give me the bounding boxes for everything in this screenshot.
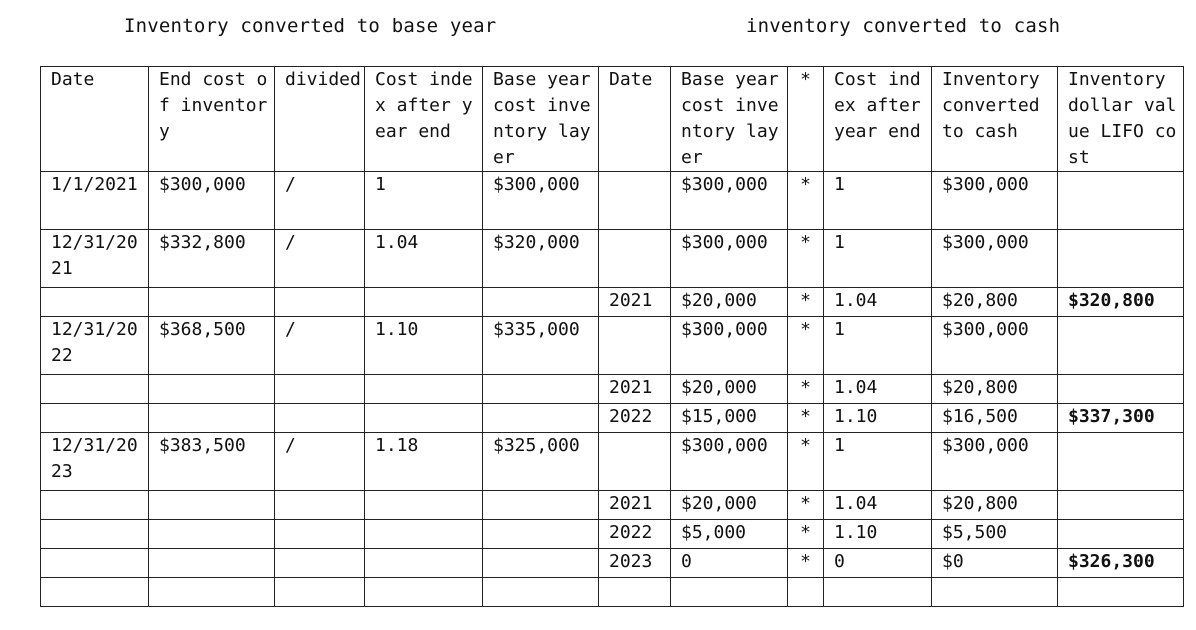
- cell-base-year-cost: [483, 578, 599, 607]
- header-converted-cash: Inventory converted to cash: [932, 67, 1058, 172]
- header-row: [41, 67, 1184, 172]
- cell-end-cost: [149, 520, 275, 549]
- cell-cost-index-cash: 0: [824, 549, 932, 578]
- cell-cost-index-cash: 1.04: [824, 491, 932, 520]
- header-base-year-cost: Base year cost inventory layer: [483, 67, 599, 172]
- cell-converted-cash: [932, 578, 1058, 607]
- cell-lifo-cost: [1058, 578, 1184, 607]
- cell-multiply: *: [788, 230, 824, 288]
- cell-end-cost: [149, 491, 275, 520]
- table-row: [41, 288, 1184, 317]
- cell-lifo-cost: [1058, 317, 1184, 375]
- cell-date: 1/1/2021: [41, 172, 149, 230]
- cell-end-cost: $300,000: [149, 172, 275, 230]
- cell-base-year-cost: [483, 404, 599, 433]
- cell-base-year-cost: $320,000: [483, 230, 599, 288]
- cell-divided: /: [275, 230, 365, 288]
- cell-multiply: *: [788, 172, 824, 230]
- table-row: [41, 172, 1184, 230]
- cell-converted-cash: $20,800: [932, 288, 1058, 317]
- cell-cost-index: [365, 549, 483, 578]
- cell-base-year-layer: $300,000: [671, 172, 788, 230]
- title-inventory-base-year: Inventory converted to base year: [124, 15, 497, 37]
- cell-base-year-cost: $300,000: [483, 172, 599, 230]
- cell-divided: [275, 288, 365, 317]
- cell-multiply: *: [788, 549, 824, 578]
- cell-cost-index: [365, 578, 483, 607]
- cell-multiply: *: [788, 491, 824, 520]
- cell-base-year-layer: $5,000: [671, 520, 788, 549]
- cell-converted-cash: $5,500: [932, 520, 1058, 549]
- cell-lifo-cost: [1058, 433, 1184, 491]
- cell-layer-date: [599, 172, 671, 230]
- cell-cost-index: 1: [365, 172, 483, 230]
- inventory-table: [40, 66, 1184, 607]
- cell-divided: [275, 549, 365, 578]
- header-cost-index-cash: Cost index after year end: [824, 67, 932, 172]
- table-row: [41, 549, 1184, 578]
- cell-base-year-cost: [483, 549, 599, 578]
- cell-layer-date: [599, 317, 671, 375]
- cell-multiply: *: [788, 317, 824, 375]
- cell-base-year-layer: 0: [671, 549, 788, 578]
- cell-base-year-cost: [483, 375, 599, 404]
- cell-layer-date: 2021: [599, 491, 671, 520]
- cell-base-year-cost: [483, 288, 599, 317]
- cell-lifo-cost: [1058, 375, 1184, 404]
- cell-base-year-layer: $300,000: [671, 317, 788, 375]
- cell-cost-index: 1.04: [365, 230, 483, 288]
- cell-base-year-layer: $20,000: [671, 288, 788, 317]
- cell-cost-index-cash: 1.04: [824, 288, 932, 317]
- cell-cost-index-cash: 1: [824, 172, 932, 230]
- cell-base-year-layer: $300,000: [671, 433, 788, 491]
- header-divided: divided: [275, 67, 365, 172]
- cell-layer-date: [599, 230, 671, 288]
- cell-cost-index-cash: 1: [824, 433, 932, 491]
- cell-date: [41, 520, 149, 549]
- cell-cost-index-cash: 1.04: [824, 375, 932, 404]
- cell-layer-date: [599, 433, 671, 491]
- header-multiply: *: [788, 67, 824, 172]
- cell-multiply: *: [788, 520, 824, 549]
- header-cost-index: Cost index after year end: [365, 67, 483, 172]
- cell-converted-cash: $300,000: [932, 317, 1058, 375]
- cell-layer-date: 2022: [599, 404, 671, 433]
- cell-converted-cash: $0: [932, 549, 1058, 578]
- cell-end-cost: $368,500: [149, 317, 275, 375]
- cell-divided: /: [275, 172, 365, 230]
- cell-cost-index-cash: 1: [824, 230, 932, 288]
- cell-cost-index: [365, 288, 483, 317]
- cell-end-cost: $383,500: [149, 433, 275, 491]
- cell-base-year-cost: $325,000: [483, 433, 599, 491]
- cell-lifo-cost: $326,300: [1058, 549, 1184, 578]
- cell-cost-index-cash: 1: [824, 317, 932, 375]
- cell-end-cost: [149, 288, 275, 317]
- header-date: Date: [41, 67, 149, 172]
- cell-lifo-cost: [1058, 491, 1184, 520]
- cell-multiply: *: [788, 375, 824, 404]
- table-row: [41, 578, 1184, 607]
- cell-cost-index-cash: 1.10: [824, 404, 932, 433]
- cell-multiply: *: [788, 288, 824, 317]
- table-row: [41, 491, 1184, 520]
- table-row: [41, 404, 1184, 433]
- cell-end-cost: [149, 578, 275, 607]
- cell-converted-cash: $300,000: [932, 433, 1058, 491]
- table-row: [41, 375, 1184, 404]
- cell-date: [41, 491, 149, 520]
- cell-divided: [275, 520, 365, 549]
- cell-base-year-layer: $20,000: [671, 375, 788, 404]
- header-base-year-layer: Base year cost inventory layer: [671, 67, 788, 172]
- table-row: [41, 520, 1184, 549]
- table-row: [41, 230, 1184, 288]
- cell-base-year-cost: $335,000: [483, 317, 599, 375]
- cell-end-cost: [149, 375, 275, 404]
- cell-converted-cash: $20,800: [932, 375, 1058, 404]
- cell-divided: /: [275, 433, 365, 491]
- cell-converted-cash: $20,800: [932, 491, 1058, 520]
- header-end-cost: End cost of inventory: [149, 67, 275, 172]
- cell-multiply: [788, 578, 824, 607]
- cell-cost-index: [365, 520, 483, 549]
- cell-cost-index: [365, 375, 483, 404]
- cell-divided: [275, 404, 365, 433]
- cell-lifo-cost: [1058, 520, 1184, 549]
- cell-layer-date: [599, 578, 671, 607]
- cell-cost-index-cash: [824, 578, 932, 607]
- cell-cost-index-cash: 1.10: [824, 520, 932, 549]
- cell-converted-cash: $300,000: [932, 230, 1058, 288]
- header-layer-date: Date: [599, 67, 671, 172]
- table-body: [41, 172, 1184, 607]
- cell-lifo-cost: [1058, 230, 1184, 288]
- cell-multiply: *: [788, 404, 824, 433]
- cell-lifo-cost: $320,800: [1058, 288, 1184, 317]
- cell-cost-index: 1.10: [365, 317, 483, 375]
- cell-date: [41, 404, 149, 433]
- cell-divided: /: [275, 317, 365, 375]
- cell-layer-date: 2022: [599, 520, 671, 549]
- header-lifo-cost: Inventory dollar value LIFO cost: [1058, 67, 1184, 172]
- cell-date: [41, 549, 149, 578]
- cell-end-cost: [149, 404, 275, 433]
- cell-layer-date: 2021: [599, 375, 671, 404]
- cell-cost-index: [365, 404, 483, 433]
- cell-multiply: *: [788, 433, 824, 491]
- table-row: [41, 317, 1184, 375]
- cell-date: [41, 288, 149, 317]
- cell-divided: [275, 375, 365, 404]
- cell-converted-cash: $16,500: [932, 404, 1058, 433]
- title-inventory-cash: inventory converted to cash: [746, 15, 1061, 37]
- cell-base-year-cost: [483, 491, 599, 520]
- cell-date: 12/31/2021: [41, 230, 149, 288]
- cell-base-year-layer: $300,000: [671, 230, 788, 288]
- cell-layer-date: 2023: [599, 549, 671, 578]
- cell-date: 12/31/2023: [41, 433, 149, 491]
- cell-layer-date: 2021: [599, 288, 671, 317]
- cell-date: [41, 375, 149, 404]
- cell-lifo-cost: [1058, 172, 1184, 230]
- cell-converted-cash: $300,000: [932, 172, 1058, 230]
- cell-divided: [275, 491, 365, 520]
- cell-end-cost: [149, 549, 275, 578]
- table-row: [41, 433, 1184, 491]
- cell-base-year-layer: [671, 578, 788, 607]
- cell-date: 12/31/2022: [41, 317, 149, 375]
- cell-date: [41, 578, 149, 607]
- cell-base-year-layer: $15,000: [671, 404, 788, 433]
- cell-end-cost: $332,800: [149, 230, 275, 288]
- cell-cost-index: [365, 491, 483, 520]
- cell-divided: [275, 578, 365, 607]
- cell-lifo-cost: $337,300: [1058, 404, 1184, 433]
- cell-base-year-cost: [483, 520, 599, 549]
- cell-base-year-layer: $20,000: [671, 491, 788, 520]
- cell-cost-index: 1.18: [365, 433, 483, 491]
